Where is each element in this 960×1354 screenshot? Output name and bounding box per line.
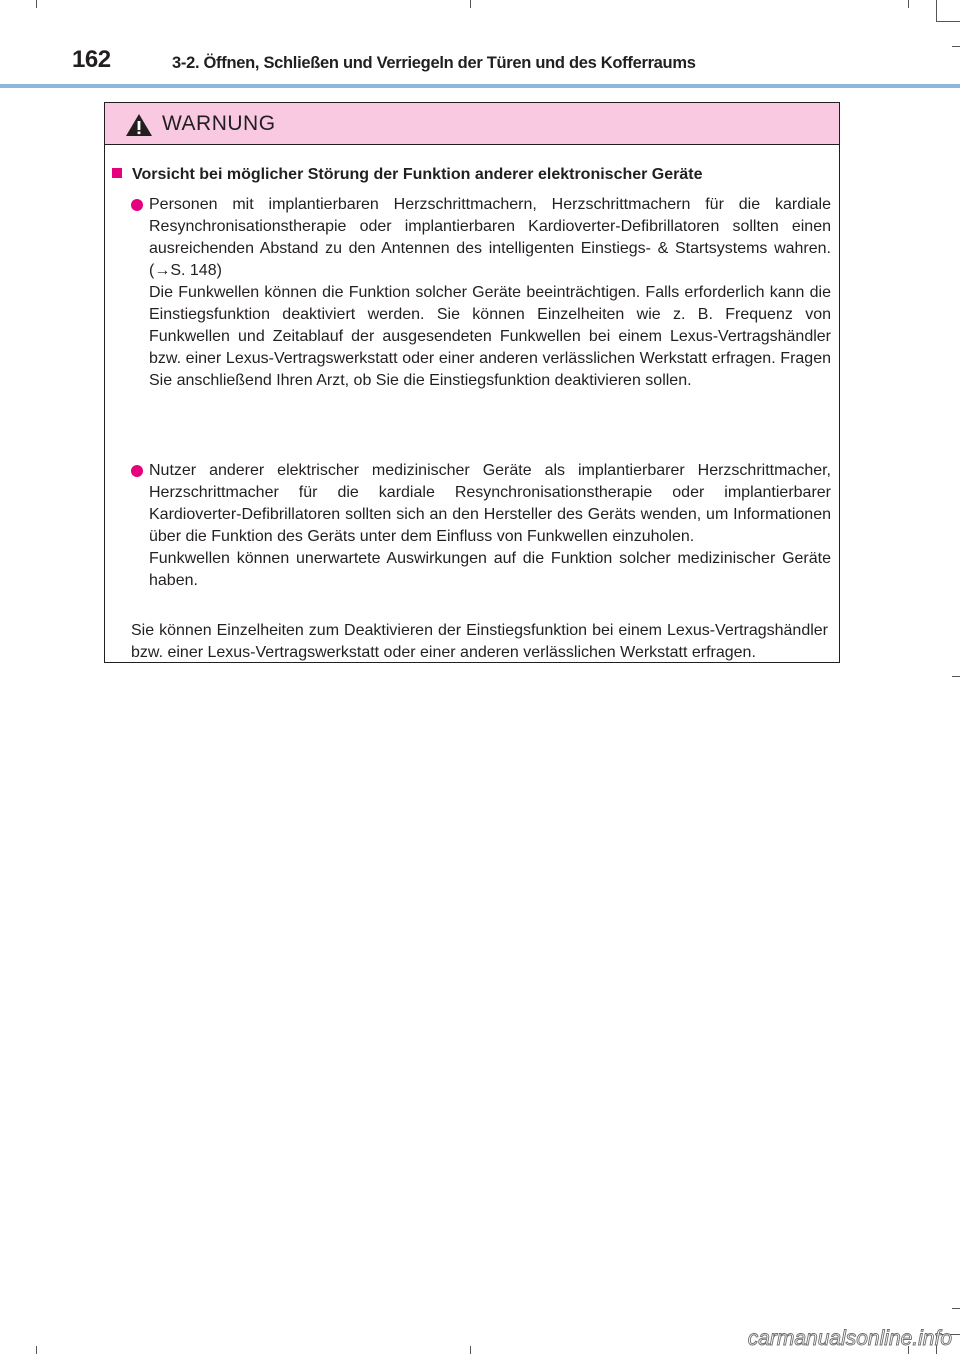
round-bullet-icon	[131, 199, 143, 211]
bullet-item	[131, 460, 831, 592]
crop-mark	[936, 21, 960, 22]
crop-mark	[952, 1308, 960, 1309]
warning-title: WARNUNG	[162, 112, 276, 135]
crop-mark	[36, 1346, 37, 1354]
crop-mark	[908, 0, 909, 8]
bullet-paragraph: Personen mit implantierbaren Herzschrittmachern, Herzschrittmachern für die kardiale Resynchronisationstherapie oder implantierbaren Kardioverter-Defibrillatoren sollten einen ausreichenden Abstand zu den Antennen des intelligenten Einstiegs- & Startsystems wahren. (→S. 148)	[149, 196, 831, 279]
bullet-text	[149, 194, 831, 392]
crop-mark	[470, 0, 471, 8]
page-number: 162	[72, 46, 111, 73]
crop-mark	[36, 0, 37, 8]
bullet-item	[131, 194, 831, 392]
svg-text:carmanualsonline.info: carmanualsonline.info	[747, 1327, 952, 1350]
crop-mark	[952, 676, 960, 677]
closing-paragraph: Sie können Einzelheiten zum Deaktivieren der Einstiegsfunktion bei einem Lexus-Vertragshändler bzw. einer Lexus-Vertragswerkstatt oder einer anderen verlässlichen Werkstatt erfragen.	[131, 622, 828, 661]
warning-box	[104, 102, 840, 663]
header-rule	[0, 84, 960, 88]
warning-triangle-icon	[125, 113, 153, 137]
bullet-paragraph: Nutzer anderer elektrischer medizinischer Geräte als implantierbarer Herzschrittmacher, Herzschrittmacher für die kardiale Resynchronisationstherapie oder implantierbarer Kardioverter-Defibrillatoren sollten sich an den Hersteller des Geräts wenden, um Informationen über die Funktion des Geräts unter dem Einfluss von Funkwellen einzuholen.	[149, 462, 831, 545]
running-title: 3-2. Öffnen, Schließen und Verriegeln der Türen und des Kofferraums	[172, 54, 696, 72]
section-heading-text: Vorsicht bei möglicher Störung der Funktion anderer elektronischer Geräte	[132, 166, 703, 183]
square-bullet-icon	[112, 168, 122, 178]
warning-header	[105, 103, 839, 145]
crop-mark	[470, 1346, 471, 1354]
watermark-logo	[734, 1322, 956, 1352]
crop-mark	[936, 0, 937, 22]
section-heading	[112, 164, 832, 186]
bullet-paragraph: Die Funkwellen können die Funktion solcher Geräte beeinträchtigen. Falls erforderlich kann die Einstiegsfunktion deaktiviert werden. Sie können Einzelheiten wie z. B. Frequenz von Funkwellen und Zeitablauf der ausgesendeten Funkwellen bei einem Lexus-Vertragshändler bzw. einer Lexus-Vertragswerkstatt oder einer anderen verlässlichen Werkstatt erfragen. Fragen Sie anschließend Ihren Arzt, ob Sie die Einstiegsfunktion deaktivieren sollen.	[149, 284, 831, 389]
bullet-paragraph: Funkwellen können unerwartete Auswirkungen auf die Funktion solcher medizinischer Geräte haben.	[149, 550, 831, 589]
bullet-text	[149, 460, 831, 592]
crop-mark	[952, 46, 960, 47]
round-bullet-icon	[131, 465, 143, 477]
page-header	[0, 0, 960, 92]
